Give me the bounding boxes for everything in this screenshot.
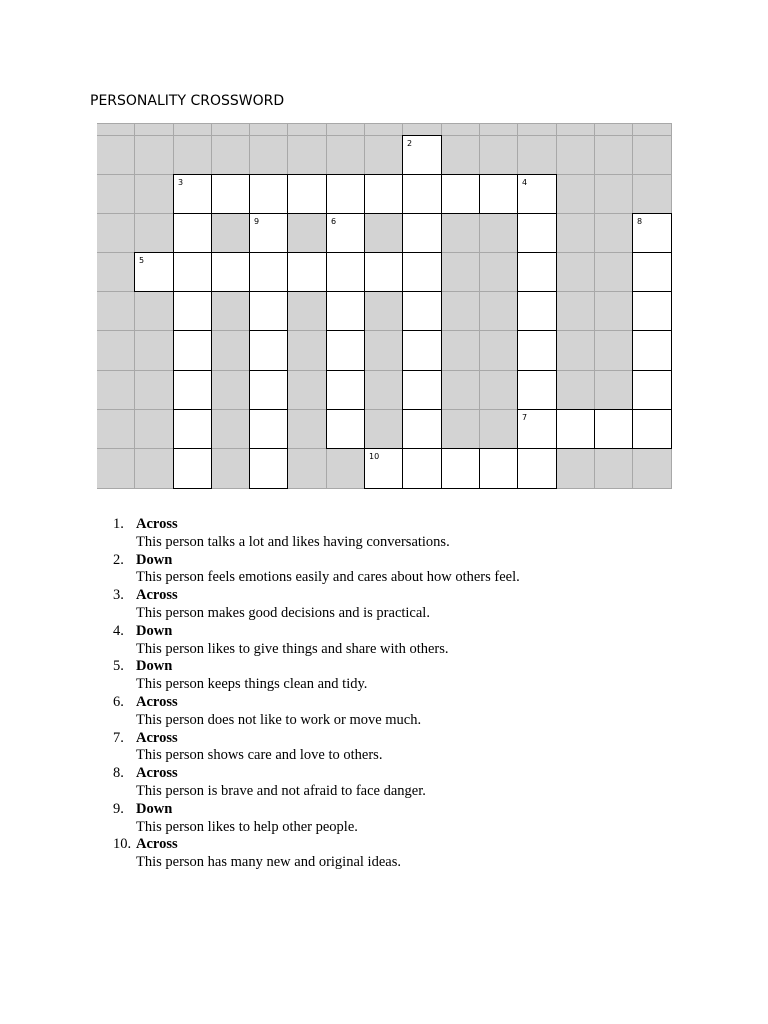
- answer-cell[interactable]: [173, 448, 212, 489]
- blocked-cell: [327, 136, 365, 175]
- answer-cell[interactable]: [632, 252, 672, 292]
- blocked-cell: [97, 410, 135, 449]
- blocked-cell: [365, 410, 403, 449]
- answer-cell[interactable]: [326, 174, 365, 214]
- clue-number: 7.: [113, 729, 124, 746]
- clue-text: This person keeps things clean and tidy.: [136, 676, 368, 693]
- clue-direction: Down: [136, 800, 173, 817]
- blocked-cell: [97, 292, 135, 331]
- answer-cell[interactable]: [517, 448, 557, 489]
- page-title: PERSONALITY CROSSWORD: [90, 93, 285, 109]
- blocked-cell: [633, 175, 672, 214]
- blocked-cell: [557, 253, 595, 292]
- answer-cell[interactable]: [326, 409, 365, 449]
- blocked-cell: [288, 410, 327, 449]
- blocked-cell: [442, 253, 480, 292]
- blocked-cell: [442, 371, 480, 410]
- clue-number: 2.: [113, 551, 124, 568]
- blocked-cell: [212, 449, 250, 489]
- answer-cell[interactable]: [517, 330, 557, 371]
- clue-text: This person likes to give things and share with others.: [136, 640, 449, 657]
- answer-cell[interactable]: [249, 291, 288, 331]
- clue-direction: Down: [136, 551, 173, 568]
- answer-cell[interactable]: [364, 252, 403, 292]
- blocked-cell: [135, 136, 174, 175]
- cell-number: 6: [331, 217, 337, 226]
- blocked-cell: [480, 292, 518, 331]
- answer-cell[interactable]: [632, 213, 672, 253]
- cell-number: 8: [637, 217, 643, 226]
- answer-cell[interactable]: [249, 252, 288, 292]
- clue-number: 6.: [113, 693, 124, 710]
- answer-cell[interactable]: [402, 409, 442, 449]
- blocked-cell: [174, 123, 212, 136]
- clue-direction: Across: [136, 765, 178, 782]
- blocked-cell: [327, 123, 365, 136]
- clue-item: [113, 765, 520, 801]
- blocked-cell: [442, 123, 480, 136]
- clue-item: [113, 801, 520, 837]
- blocked-cell: [135, 410, 174, 449]
- clue-text: This person feels emotions easily and cares about how others feel.: [136, 569, 520, 586]
- blocked-cell: [480, 136, 518, 175]
- grid-top-edge: [97, 123, 672, 124]
- blocked-cell: [557, 175, 595, 214]
- blocked-cell: [442, 292, 480, 331]
- clue-direction: Across: [136, 729, 178, 746]
- blocked-cell: [442, 136, 480, 175]
- answer-cell[interactable]: [211, 252, 250, 292]
- answer-cell[interactable]: [517, 213, 557, 253]
- blocked-cell: [97, 175, 135, 214]
- blocked-cell: [442, 410, 480, 449]
- answer-cell[interactable]: [287, 252, 327, 292]
- answer-cell[interactable]: [402, 174, 442, 214]
- blocked-cell: [212, 331, 250, 371]
- answer-cell[interactable]: [173, 370, 212, 410]
- clue-direction: Down: [136, 658, 173, 675]
- blocked-cell: [557, 371, 595, 410]
- blocked-cell: [212, 292, 250, 331]
- clue-item: [113, 552, 520, 588]
- blocked-cell: [288, 123, 327, 136]
- blocked-cell: [365, 331, 403, 371]
- clue-text: This person has many new and original ideas.: [136, 854, 401, 871]
- answer-cell[interactable]: [326, 213, 365, 253]
- answer-cell[interactable]: [441, 174, 480, 214]
- clue-direction: Across: [136, 693, 178, 710]
- blocked-cell: [135, 123, 174, 136]
- answer-cell[interactable]: [517, 252, 557, 292]
- answer-cell[interactable]: [326, 252, 365, 292]
- blocked-cell: [212, 371, 250, 410]
- blocked-cell: [480, 410, 518, 449]
- blocked-cell: [288, 371, 327, 410]
- blocked-cell: [250, 123, 288, 136]
- answer-cell[interactable]: [402, 135, 442, 175]
- answer-cell[interactable]: [441, 448, 480, 489]
- blocked-cell: [212, 410, 250, 449]
- blocked-cell: [442, 214, 480, 253]
- blocked-cell: [97, 449, 135, 489]
- cell-number: 3: [178, 178, 184, 187]
- blocked-cell: [135, 175, 174, 214]
- clue-number: 5.: [113, 658, 124, 675]
- clue-text: This person shows care and love to others.: [136, 747, 383, 764]
- blocked-cell: [212, 136, 250, 175]
- blocked-cell: [288, 449, 327, 489]
- clue-number: 1.: [113, 516, 124, 532]
- blocked-cell: [480, 253, 518, 292]
- answer-cell[interactable]: [517, 291, 557, 331]
- blocked-cell: [365, 123, 403, 136]
- clue-direction: Across: [136, 587, 178, 604]
- blocked-cell: [442, 331, 480, 371]
- answer-cell[interactable]: [173, 409, 212, 449]
- cell-number: 2: [407, 139, 413, 148]
- clue-number: 4.: [113, 622, 124, 639]
- blocked-cell: [135, 331, 174, 371]
- clue-text: This person likes to help other people.: [136, 818, 358, 835]
- clue-item: [113, 836, 520, 872]
- blocked-cell: [557, 292, 595, 331]
- answer-cell[interactable]: [211, 174, 250, 214]
- answer-cell[interactable]: [402, 291, 442, 331]
- blocked-cell: [480, 371, 518, 410]
- blocked-cell: [557, 136, 595, 175]
- clue-direction: Down: [136, 622, 173, 639]
- answer-cell[interactable]: [173, 213, 212, 253]
- blocked-cell: [250, 136, 288, 175]
- blocked-cell: [288, 292, 327, 331]
- blocked-cell: [135, 449, 174, 489]
- clue-text: This person is brave and not afraid to face danger.: [136, 782, 426, 799]
- blocked-cell: [518, 123, 557, 136]
- answer-cell[interactable]: [517, 370, 557, 410]
- answer-cell[interactable]: [517, 409, 557, 449]
- cell-number: 4: [522, 178, 528, 187]
- blocked-cell: [174, 136, 212, 175]
- blocked-cell: [595, 292, 633, 331]
- blocked-cell: [97, 123, 135, 136]
- answer-cell[interactable]: [364, 174, 403, 214]
- answer-cell[interactable]: [517, 174, 557, 214]
- answer-cell[interactable]: [479, 448, 518, 489]
- answer-cell[interactable]: [173, 330, 212, 371]
- clue-direction: Across: [136, 516, 178, 532]
- clue-item: [113, 587, 520, 623]
- answer-cell[interactable]: [326, 370, 365, 410]
- blocked-cell: [557, 214, 595, 253]
- blocked-cell: [595, 449, 633, 489]
- answer-cell[interactable]: [479, 174, 518, 214]
- answer-cell[interactable]: [249, 213, 288, 253]
- answer-cell[interactable]: [249, 330, 288, 371]
- blocked-cell: [595, 136, 633, 175]
- clue-direction: Across: [136, 836, 178, 853]
- blocked-cell: [135, 214, 174, 253]
- answer-cell[interactable]: [632, 370, 672, 410]
- cell-number: 9: [254, 217, 260, 226]
- blocked-cell: [595, 331, 633, 371]
- answer-cell[interactable]: [326, 291, 365, 331]
- answer-cell[interactable]: [173, 174, 212, 214]
- blocked-cell: [365, 292, 403, 331]
- blocked-cell: [97, 214, 135, 253]
- answer-cell[interactable]: [326, 330, 365, 371]
- blocked-cell: [633, 449, 672, 489]
- clue-item: [113, 658, 520, 694]
- clue-text: This person makes good decisions and is practical.: [136, 604, 430, 621]
- clue-item: [113, 516, 520, 552]
- answer-cell[interactable]: [594, 409, 633, 449]
- answer-cell[interactable]: [249, 409, 288, 449]
- clue-item: [113, 694, 520, 730]
- clue-number: 9.: [113, 800, 124, 817]
- clue-number: 8.: [113, 765, 124, 782]
- blocked-cell: [557, 449, 595, 489]
- clue-item: [113, 623, 520, 659]
- answer-cell[interactable]: [402, 370, 442, 410]
- blocked-cell: [633, 136, 672, 175]
- blocked-cell: [288, 331, 327, 371]
- blocked-cell: [595, 175, 633, 214]
- answer-cell[interactable]: [402, 448, 442, 489]
- answer-cell[interactable]: [402, 213, 442, 253]
- blocked-cell: [365, 371, 403, 410]
- blocked-cell: [97, 331, 135, 371]
- blocked-cell: [633, 123, 672, 136]
- blocked-cell: [480, 123, 518, 136]
- answer-cell[interactable]: [632, 409, 672, 449]
- blocked-cell: [595, 371, 633, 410]
- answer-cell[interactable]: [249, 448, 288, 489]
- blocked-cell: [212, 123, 250, 136]
- blocked-cell: [557, 123, 595, 136]
- blocked-cell: [288, 214, 327, 253]
- answer-cell[interactable]: [632, 330, 672, 371]
- crossword-grid: [97, 123, 672, 489]
- clue-number: 3.: [113, 587, 124, 604]
- blocked-cell: [595, 214, 633, 253]
- blocked-cell: [365, 214, 403, 253]
- clue-text: This person does not like to work or move much.: [136, 711, 422, 728]
- cell-number: 7: [522, 413, 528, 422]
- blocked-cell: [480, 331, 518, 371]
- blocked-cell: [595, 253, 633, 292]
- clue-item: [113, 730, 520, 766]
- answer-cell[interactable]: [173, 291, 212, 331]
- blocked-cell: [480, 214, 518, 253]
- cell-number: 10: [369, 452, 380, 461]
- blocked-cell: [327, 449, 365, 489]
- clue-list: [113, 516, 520, 872]
- blocked-cell: [97, 371, 135, 410]
- clue-text: This person talks a lot and likes having conversations.: [136, 533, 450, 550]
- blocked-cell: [97, 136, 135, 175]
- answer-cell[interactable]: [402, 252, 442, 292]
- answer-cell[interactable]: [402, 330, 442, 371]
- blocked-cell: [288, 136, 327, 175]
- blocked-cell: [212, 214, 250, 253]
- answer-cell[interactable]: [632, 291, 672, 331]
- blocked-cell: [365, 136, 403, 175]
- answer-cell[interactable]: [134, 252, 174, 292]
- blocked-cell: [557, 331, 595, 371]
- blocked-cell: [135, 371, 174, 410]
- answer-cell[interactable]: [556, 409, 595, 449]
- answer-cell[interactable]: [249, 370, 288, 410]
- clue-number: 10.: [113, 836, 132, 853]
- answer-cell[interactable]: [287, 174, 327, 214]
- answer-cell[interactable]: [249, 174, 288, 214]
- cell-number: 5: [139, 256, 145, 265]
- answer-cell[interactable]: [173, 252, 212, 292]
- blocked-cell: [135, 292, 174, 331]
- blocked-cell: [595, 123, 633, 136]
- blocked-cell: [97, 253, 135, 292]
- answer-cell[interactable]: [364, 448, 403, 489]
- blocked-cell: [518, 136, 557, 175]
